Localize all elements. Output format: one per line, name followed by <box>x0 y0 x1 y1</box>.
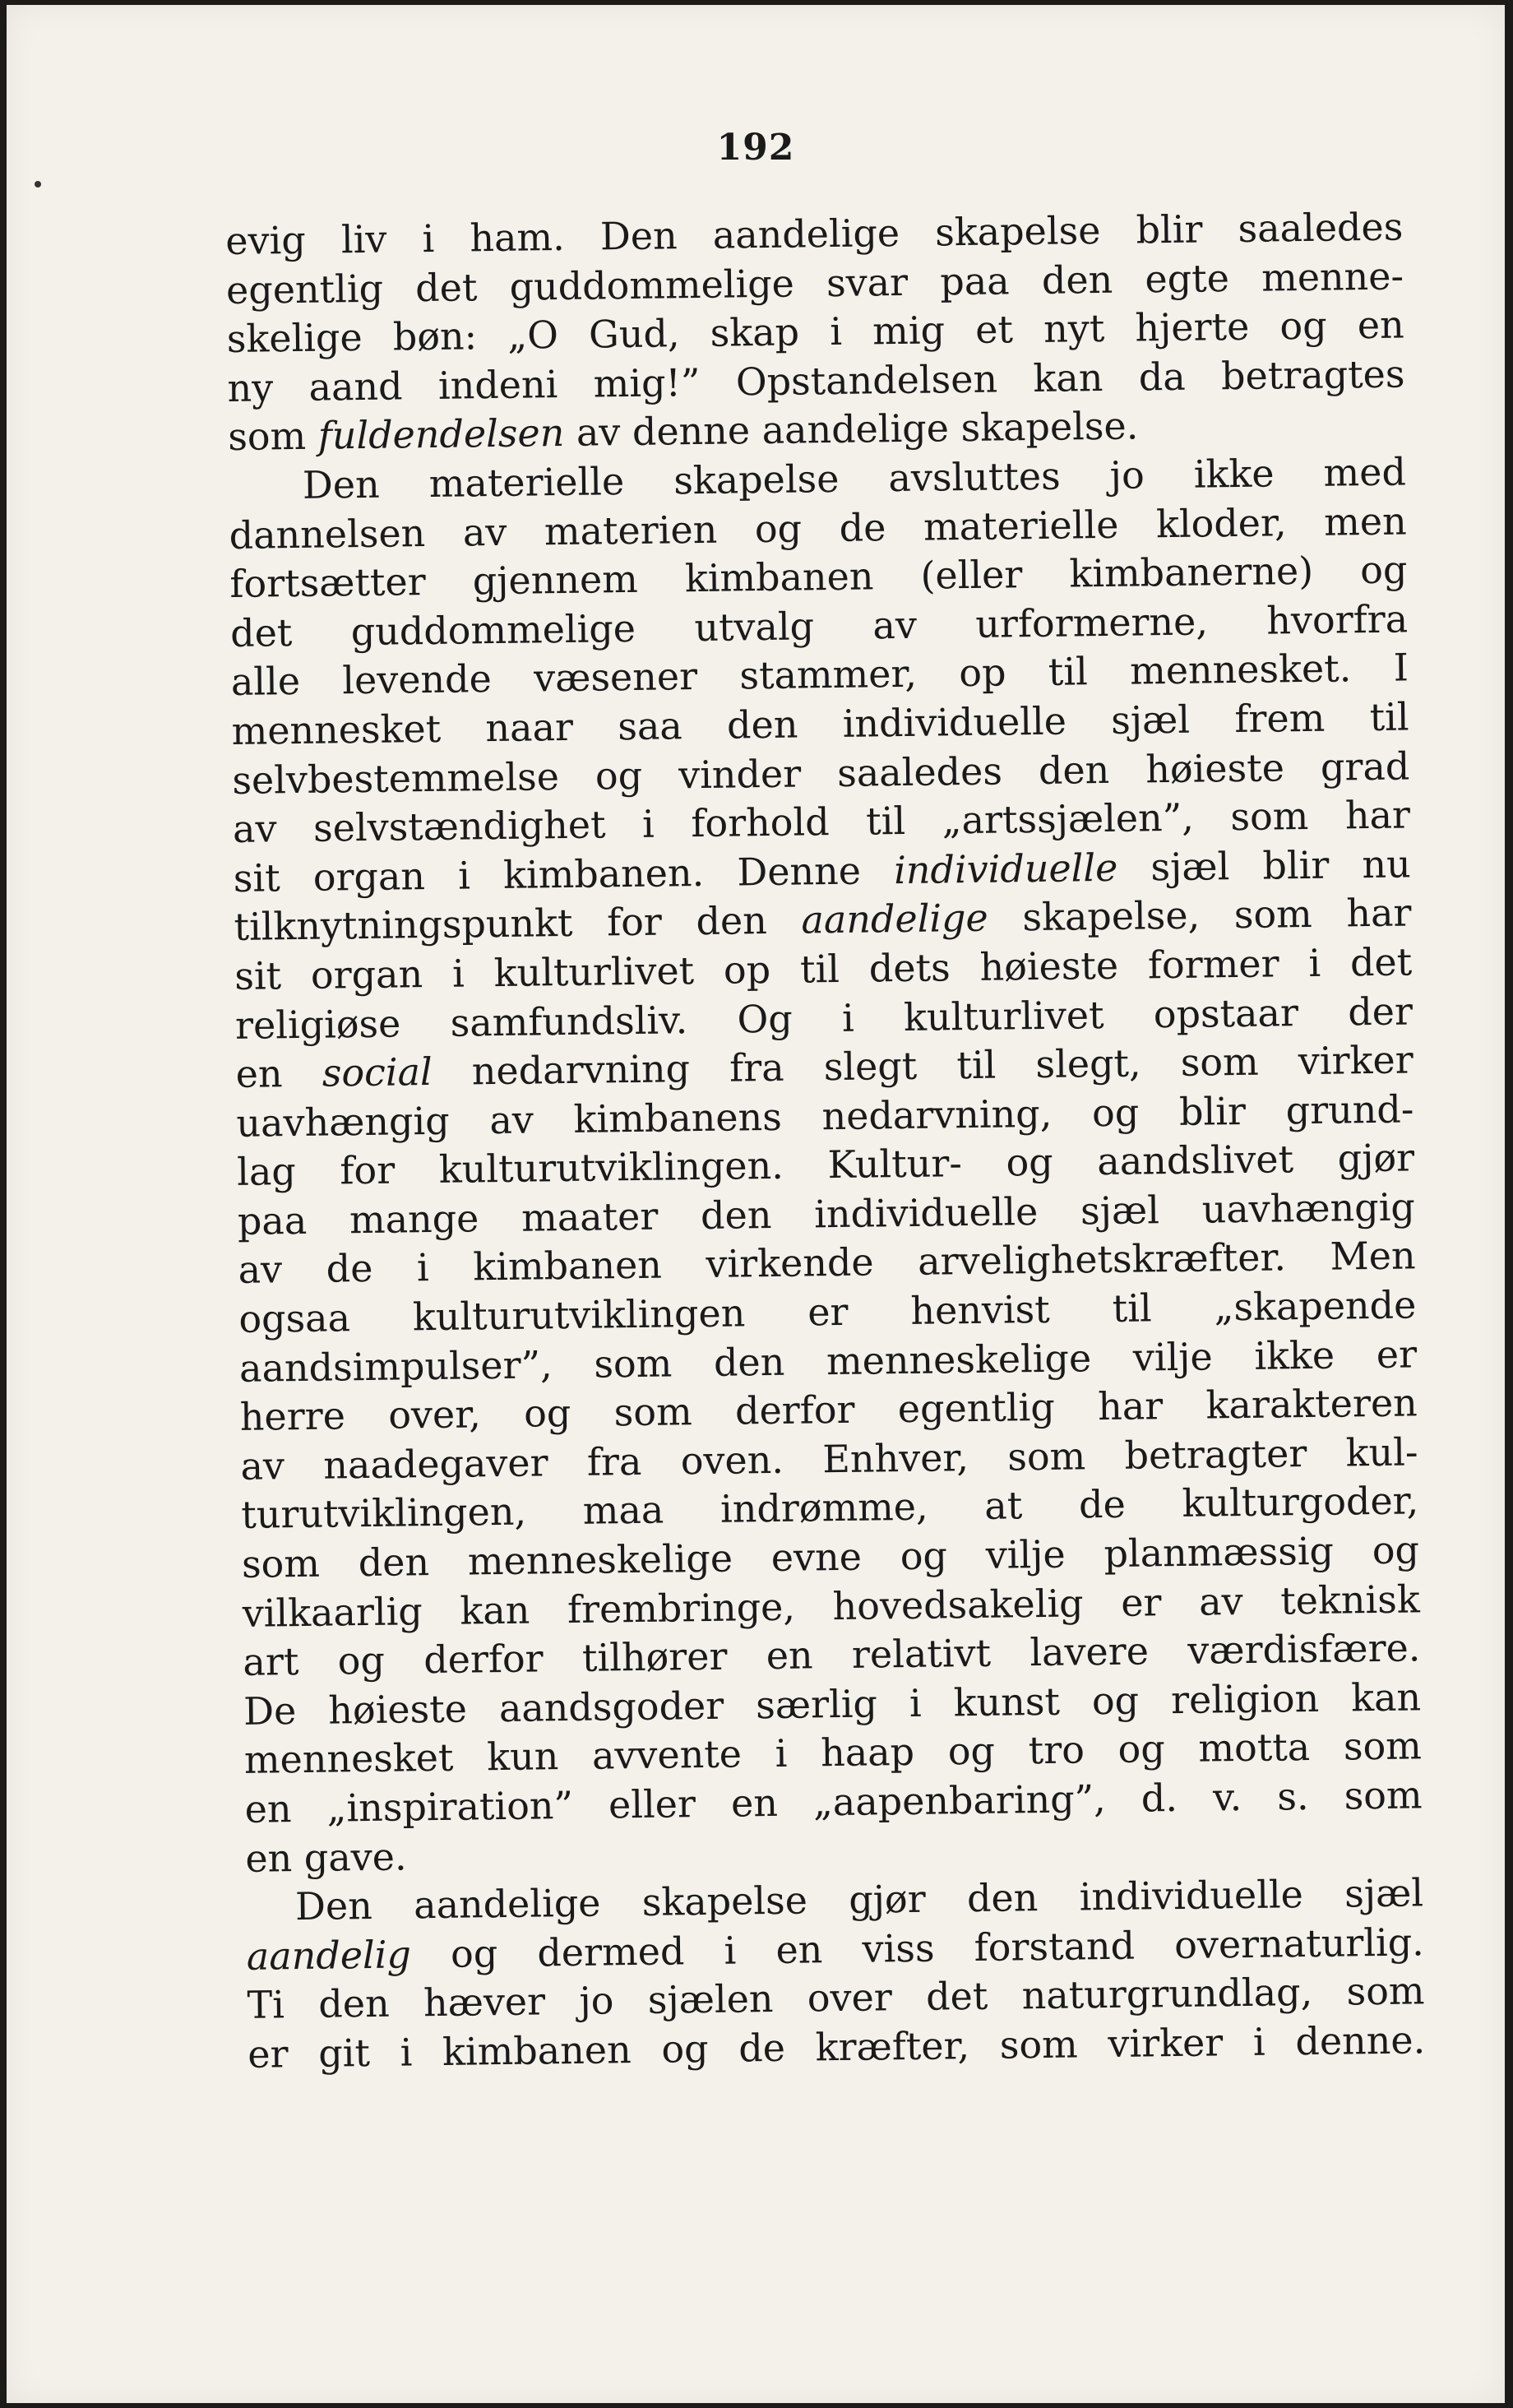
text-segment: sjæl blir nu <box>1117 841 1412 890</box>
text-segment: ny aand indeni mig!” Opstandelsen kan da betragtes <box>227 351 1405 410</box>
text-segment: en <box>235 1050 323 1097</box>
text-segment: egentlig det guddommelige svar paa den egte menne- <box>225 253 1404 313</box>
page-speck <box>35 181 41 188</box>
text-segment: uavhængig av kimbanens nedarvning, og blir grund- <box>236 1086 1414 1146</box>
text-segment: nedarvning fra slegt til slegt, som virker <box>432 1037 1414 1095</box>
text-segment: paa mange maater den individuelle sjæl uavhængig <box>237 1184 1416 1243</box>
text-segment: mennesket naar saa den individuelle sjæl frem til <box>231 694 1409 753</box>
page-number: 192 <box>716 127 795 169</box>
text-segment: en gave. <box>245 1834 407 1881</box>
text-segment: religiøse samfundsliv. Og i kulturlivet opstaar der <box>234 988 1414 1048</box>
text-segment: og dermed i en viss forstand overnaturlig. <box>410 1919 1425 1977</box>
text-segment: sit organ i kimbanen. Denne <box>233 847 895 901</box>
text-segment: aandsimpulser”, som den menneskelige vilje ikke er <box>238 1331 1418 1391</box>
text-segment: herre over, og som derfor egentlig har karakteren <box>239 1380 1418 1440</box>
text-segment: skelige bøn: „O Gud, skap i mig et nyt hjerte og en <box>226 302 1405 362</box>
body-text <box>225 203 1426 2080</box>
text-segment: De høieste aandsgoder særlig i kunst og religion kan <box>243 1674 1422 1734</box>
text-segment: vilkaarlig kan frembringe, hovedsakelig er av teknisk <box>242 1577 1420 1636</box>
book-page <box>7 5 1505 2403</box>
text-segment: tilknytningspunkt for den <box>234 897 802 950</box>
text-segment: av selvstændighet i forhold til „artssjælen”, som har <box>232 792 1411 852</box>
text-segment: en „inspiration” eller en „aapenbaring”, d. v. s. som <box>244 1772 1423 1831</box>
text-segment: av naadegaver fra oven. Enhver, som betragter kul- <box>240 1429 1418 1489</box>
text-segment: art og derfor tilhører en relativt lavere værdisfære. <box>243 1625 1421 1685</box>
text-segment: lag for kulturutviklingen. Kultur- og aandslivet gjør <box>236 1135 1415 1195</box>
italic-word: aandelige <box>801 896 989 942</box>
italic-word: aandelig <box>246 1932 412 1979</box>
text-segment: sit organ i kulturlivet op til dets høieste former i det <box>234 939 1413 998</box>
text-segment: Den aandelige skapelse gjør den individuelle sjæl <box>294 1870 1424 1929</box>
text-segment: ogsaa kulturutviklingen er henvist til „skapende <box>238 1282 1417 1341</box>
text-segment: evig liv i ham. Den aandelige skapelse blir saaledes <box>225 204 1404 263</box>
text-segment: av de i kimbanen virkende arvelighetskræfter. Men <box>238 1233 1416 1293</box>
text-segment: som den menneskelige evne og vilje planmæssig og <box>241 1527 1420 1586</box>
text-segment: er git i kimbanen og de kræfter, som virker i denne. <box>247 2017 1426 2077</box>
text-segment: alle levende væsener stammer, op til mennesket. I <box>230 645 1409 705</box>
italic-word: individuelle <box>893 845 1118 892</box>
text-segment: av denne aandelige skapelse. <box>563 403 1139 456</box>
text-segment: fortsætter gjennem kimbanen (eller kimbanerne) og <box>229 547 1408 607</box>
text-segment: Ti den hæver jo sjælen over det naturgrundlag, som <box>247 1968 1425 2028</box>
text-segment: skapelse, som har <box>988 890 1412 941</box>
text-segment: det guddommelige utvalg av urformerne, hvorfra <box>229 596 1409 655</box>
italic-word: fuldendelsen <box>317 410 565 459</box>
text-segment: som <box>227 414 319 460</box>
text-segment: selvbestemmelse og vinder saaledes den høieste grad <box>232 743 1410 803</box>
text-segment: turutviklingen, maa indrømme, at de kulturgoder, <box>240 1478 1419 1538</box>
text-segment: Den materielle skapelse avsluttes jo ikke med <box>302 449 1407 507</box>
italic-word: social <box>322 1049 433 1095</box>
text-segment: dannelsen av materien og de materielle kloder, men <box>229 498 1407 558</box>
text-segment: mennesket kun avvente i haap og tro og motta som <box>243 1723 1423 1783</box>
